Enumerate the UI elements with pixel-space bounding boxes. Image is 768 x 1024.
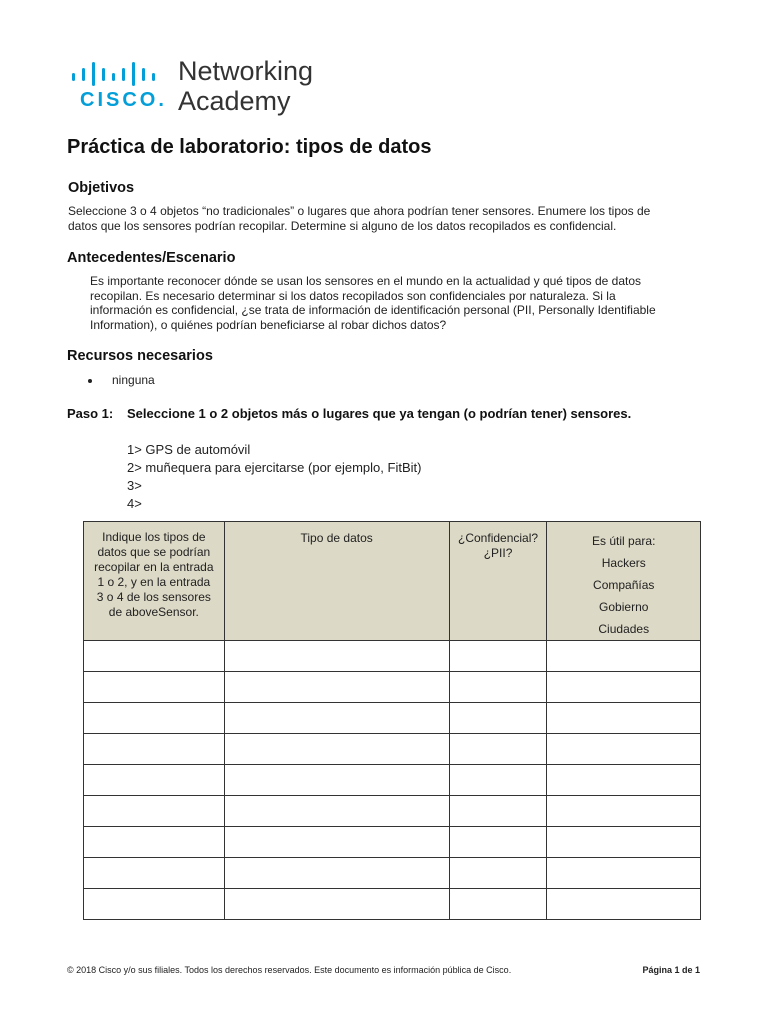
list-item: 4>	[127, 496, 142, 511]
table-cell[interactable]	[449, 672, 547, 703]
table-cell[interactable]	[84, 827, 225, 858]
table-cell[interactable]	[84, 858, 225, 889]
header-line: Gobierno	[599, 600, 649, 614]
header-line: Tipo de datos	[300, 531, 373, 545]
table-cell[interactable]	[224, 889, 449, 920]
header-line: recopilar en la entrada	[94, 560, 214, 574]
logo-networking-text: Networking	[178, 56, 314, 86]
footer-copyright: © 2018 Cisco y/o sus filiales. Todos los derechos reservados. Este documento es información pública de Cisco.	[67, 965, 512, 975]
header-line: Es útil para:	[592, 534, 656, 548]
table-row	[84, 889, 701, 920]
paso-1-heading	[67, 406, 631, 421]
header-line: ¿PII?	[483, 546, 513, 560]
antecedentes-line: recopilan. Es necesario determinar si los datos recopilados son confidenciales por naturaleza. Si la	[90, 288, 616, 303]
recursos-list-item	[88, 373, 155, 387]
table-row	[84, 796, 701, 827]
table-cell[interactable]	[449, 889, 547, 920]
table-cell[interactable]	[449, 703, 547, 734]
cisco-wordmark: CISCO.	[80, 89, 167, 111]
table-cell[interactable]	[224, 734, 449, 765]
table-cell[interactable]	[449, 827, 547, 858]
table-cell[interactable]	[224, 796, 449, 827]
header-line: 1 o 2, y en la entrada	[97, 575, 211, 589]
table-header-row	[84, 522, 701, 641]
table-row	[84, 672, 701, 703]
table-cell[interactable]	[84, 641, 225, 672]
table-cell[interactable]	[84, 672, 225, 703]
table-cell[interactable]	[224, 641, 449, 672]
list-item: 3>	[127, 478, 142, 493]
table-cell[interactable]	[224, 703, 449, 734]
header-cell-es-util-para	[547, 522, 701, 641]
table-body	[84, 641, 701, 920]
cisco-networking-academy-logo	[70, 58, 330, 118]
table-cell[interactable]	[547, 703, 701, 734]
table-row	[84, 734, 701, 765]
antecedentes-heading: Antecedentes/Escenario	[67, 250, 236, 266]
table-row	[84, 765, 701, 796]
table-cell[interactable]	[84, 765, 225, 796]
document-title: Práctica de laboratorio: tipos de datos	[67, 136, 432, 158]
table-cell[interactable]	[449, 734, 547, 765]
header-line: ¿Confidencial?	[458, 531, 539, 545]
paso-1-list	[127, 441, 421, 513]
table-row	[84, 858, 701, 889]
header-line: Compañías	[593, 578, 655, 592]
table-row	[84, 703, 701, 734]
objetivos-line: Seleccione 3 o 4 objetos “no tradicionales” o lugares que ahora podrían tener sensores. Enumere los tipos de	[68, 204, 651, 218]
header-line: de aboveSensor.	[108, 605, 199, 619]
antecedentes-paragraph	[90, 274, 656, 332]
table-cell[interactable]	[84, 734, 225, 765]
data-types-table	[83, 521, 701, 920]
table-cell[interactable]	[449, 796, 547, 827]
header-line: 3 o 4 de los sensores	[96, 590, 211, 604]
cisco-bars-icon	[70, 60, 166, 86]
table-cell[interactable]	[547, 889, 701, 920]
antecedentes-line: Es importante reconocer dónde se usan los sensores en el mundo en la actualidad y qué tipos de datos	[90, 274, 642, 288]
table-cell[interactable]	[449, 765, 547, 796]
table-cell[interactable]	[547, 734, 701, 765]
table-cell[interactable]	[449, 641, 547, 672]
table-row	[84, 827, 701, 858]
table-cell[interactable]	[547, 641, 701, 672]
table-cell[interactable]	[224, 672, 449, 703]
table-cell[interactable]	[547, 765, 701, 796]
table-cell[interactable]	[84, 889, 225, 920]
table-cell[interactable]	[547, 858, 701, 889]
footer-page-number: Página 1 de 1	[642, 965, 700, 975]
header-line: Indique los tipos de	[102, 530, 206, 544]
table-cell[interactable]	[224, 765, 449, 796]
paso-text: Seleccione 1 o 2 objetos más o lugares que ya tengan (o podrían tener) sensores.	[127, 406, 632, 421]
antecedentes-line: Information), o quiénes podrían beneficiarse al robar dichos datos?	[90, 317, 447, 332]
recursos-heading: Recursos necesarios	[67, 348, 213, 364]
header-cell-indique	[84, 522, 225, 641]
logo-academy-text: Academy	[178, 86, 291, 116]
header-cell-confidencial	[449, 522, 547, 641]
table-cell[interactable]	[224, 827, 449, 858]
table-cell[interactable]	[84, 703, 225, 734]
header-line: Hackers	[601, 556, 646, 570]
table-row	[84, 641, 701, 672]
recursos-item-text: ninguna	[112, 373, 155, 387]
table-cell[interactable]	[547, 796, 701, 827]
table-cell[interactable]	[84, 796, 225, 827]
header-line: Ciudades	[598, 622, 650, 636]
header-cell-tipo-de-datos	[224, 522, 449, 641]
table-cell[interactable]	[547, 827, 701, 858]
paso-number: Paso 1:	[67, 406, 114, 421]
table-cell[interactable]	[224, 858, 449, 889]
antecedentes-line: información es confidencial, ¿se trata de información de identificación personal (PII, Personally Identifiable	[90, 303, 656, 317]
table-cell[interactable]	[449, 858, 547, 889]
objetivos-heading: Objetivos	[68, 180, 135, 196]
objetivos-paragraph	[68, 204, 650, 233]
list-item: 2> muñequera para ejercitarse (por ejemplo, FitBit)	[127, 460, 422, 475]
objetivos-line: datos que los sensores podrían recopilar. Determine si alguno de los datos recopilados es confidencial.	[68, 218, 617, 233]
list-item: 1> GPS de automóvil	[127, 442, 251, 457]
header-line: datos que se podrían	[97, 545, 211, 559]
table-cell[interactable]	[547, 672, 701, 703]
bullet-icon	[88, 379, 92, 383]
